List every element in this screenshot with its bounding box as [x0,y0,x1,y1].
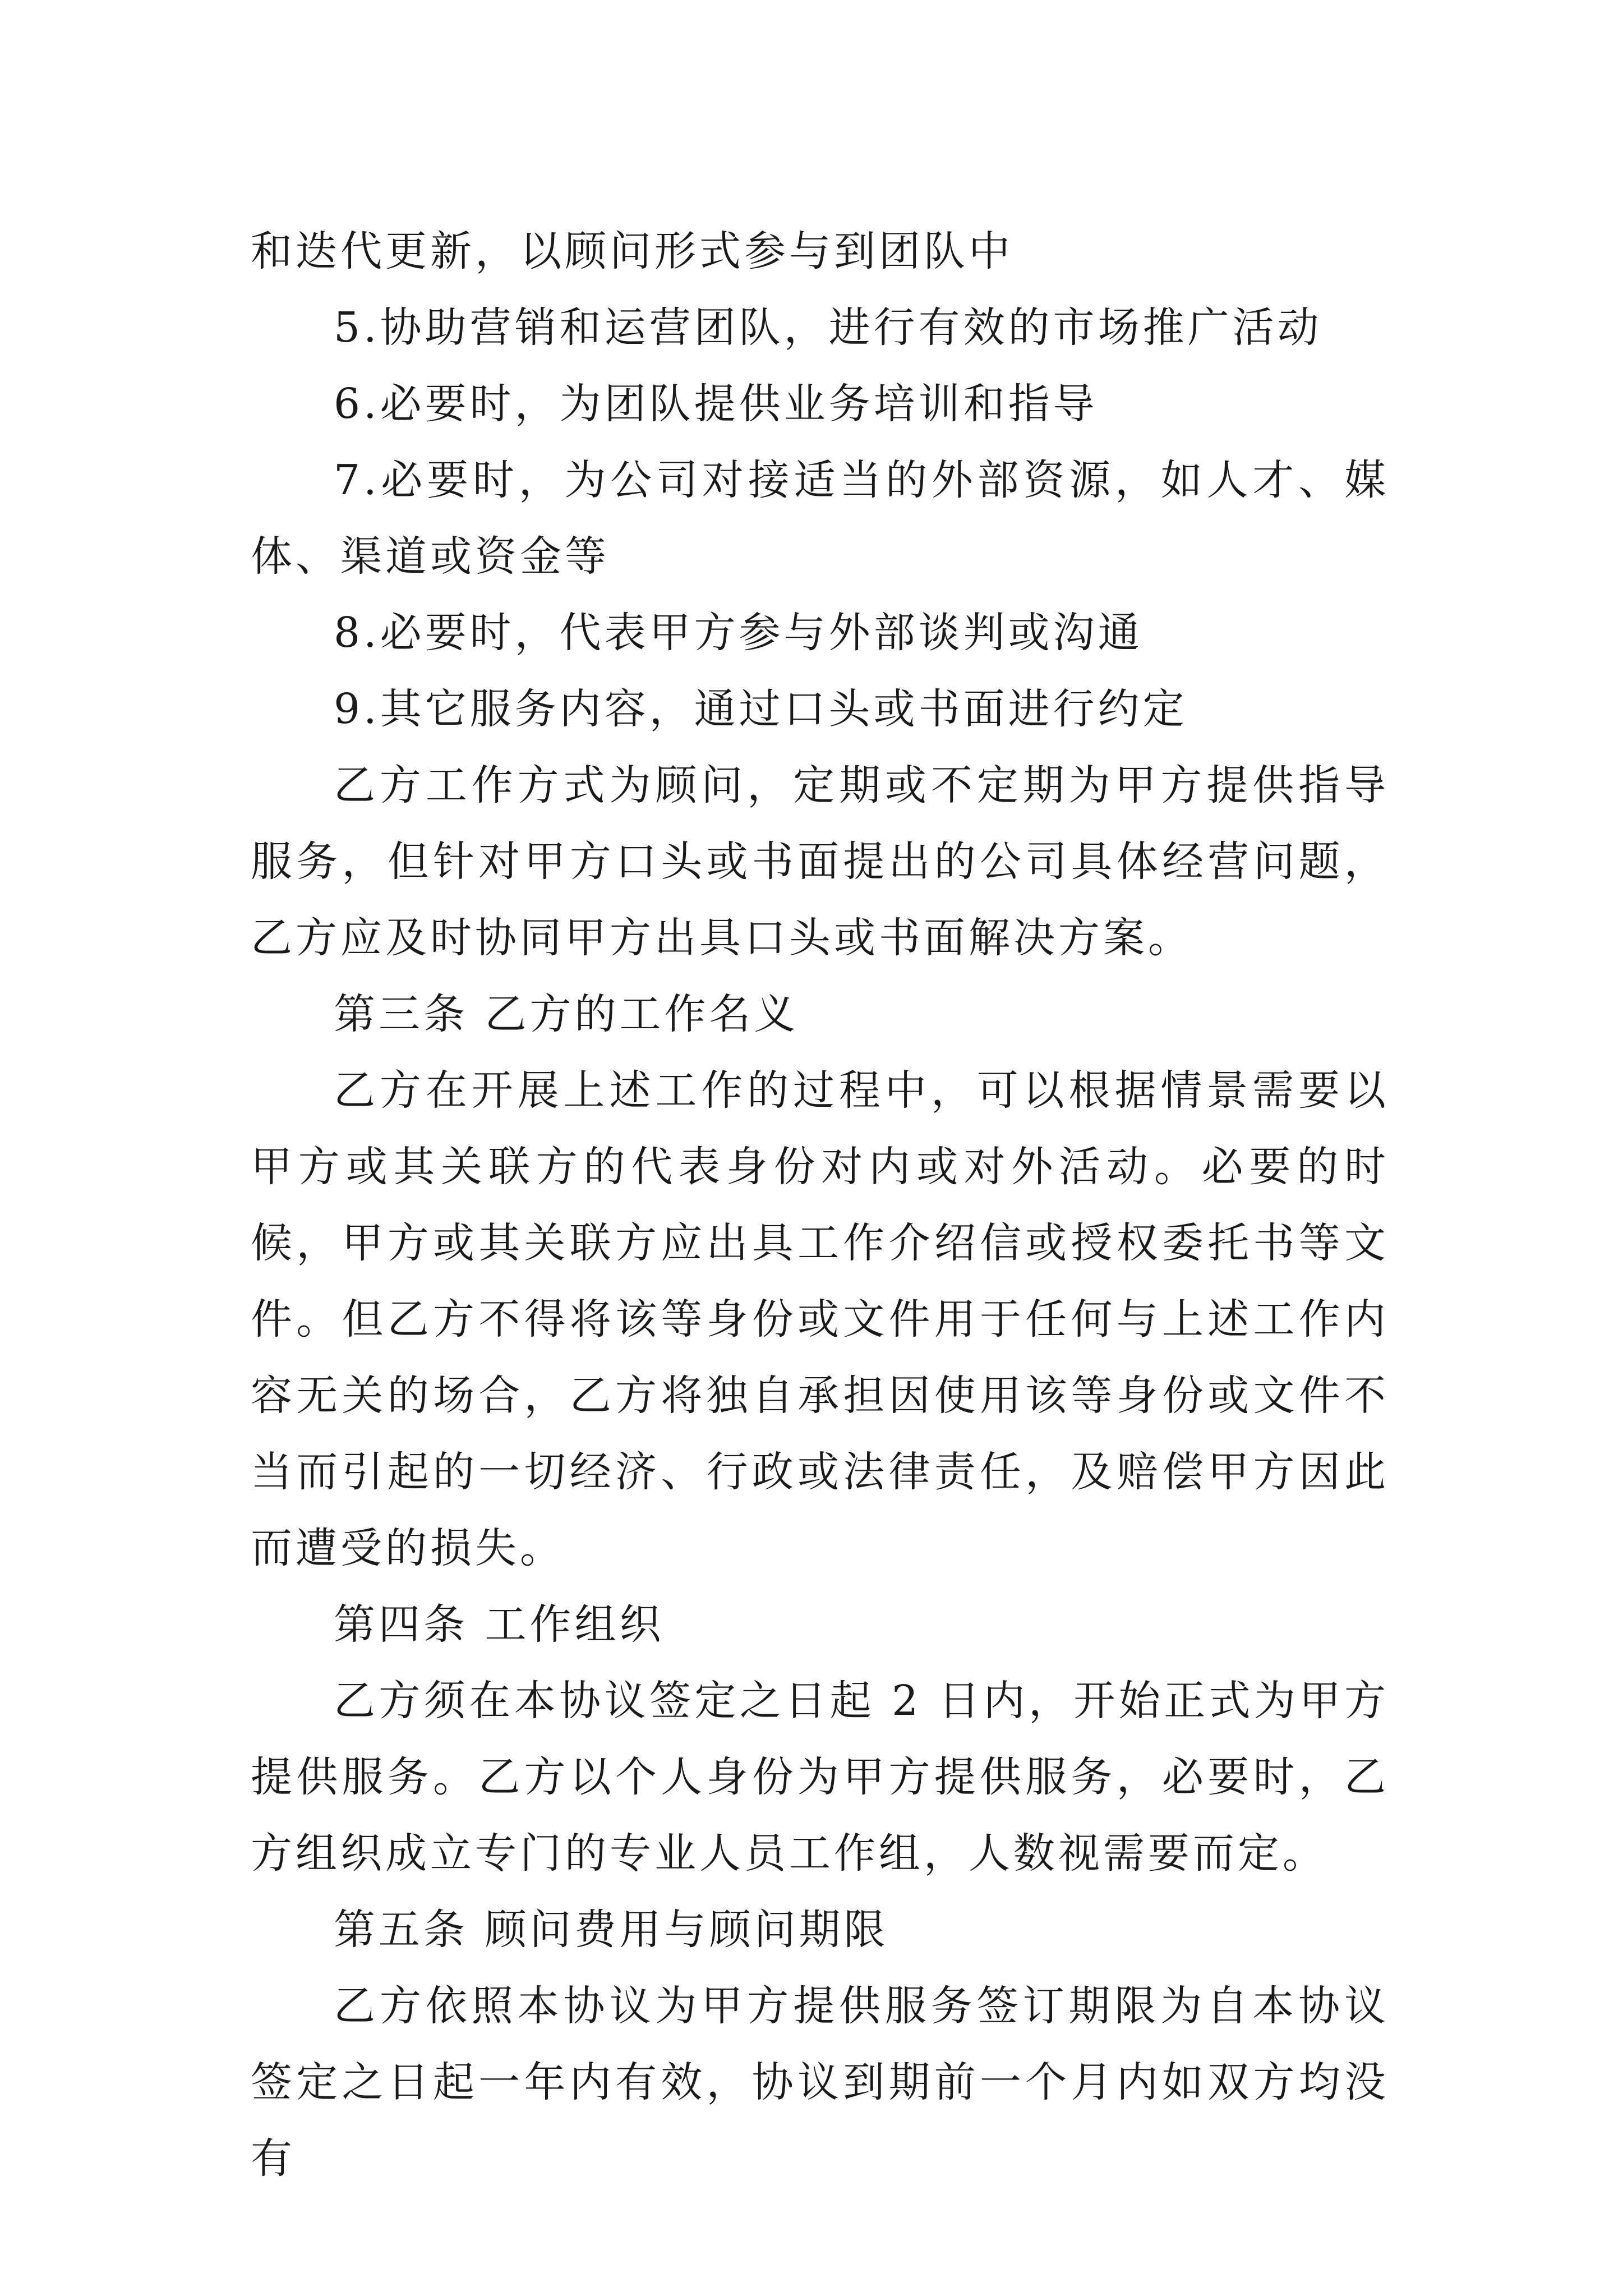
list-item-7: 7.必要时，为公司对接适当的外部资源，如人才、媒体、渠道或资金等 [251,456,1389,581]
list-item-9: 9.其它服务内容，通过口头或书面进行约定 [334,685,1188,733]
document-page [251,213,1389,2197]
list-item-5: 5.协助营销和运营团队，进行有效的市场推广活动 [334,303,1322,352]
paragraph-fee-term: 乙方依照本协议为甲方提供服务签订期限为自本协议签定之日起一年内有效，协议到期前一个月内如双方均没有 [251,1982,1389,2183]
paragraph-continuation: 和迭代更新，以顾问形式参与到团队中 [251,227,1013,275]
list-item-8: 8.必要时，代表甲方参与外部谈判或沟通 [334,609,1143,657]
article-3-heading: 第三条 乙方的工作名义 [334,990,799,1038]
article-5-heading: 第五条 顾问费用与顾问期限 [334,1906,889,1954]
list-item-6: 6.必要时，为团队提供业务培训和指导 [334,380,1098,428]
paragraph-work-mode: 乙方工作方式为顾问，定期或不定期为甲方提供指导服务，但针对甲方口头或书面提出的公司具体经营问题，乙方应及时协同甲方出具口头或书面解决方案。 [251,761,1389,962]
article-4-heading: 第四条 工作组织 [334,1600,665,1649]
paragraph-work-title: 乙方在开展上述工作的过程中，可以根据情景需要以甲方或其关联方的代表身份对内或对外活动。必要的时候，甲方或其关联方应出具工作介绍信或授权委托书等文件。但乙方不得将该等身份或文件用于任何与上述工作内容无关的场合，乙方将独自承担因使用该等身份或文件不当而引起的一切经济、行政或法律责任，及赔偿甲方因此而遭受的损失。 [251,1066,1389,1572]
paragraph-work-organization: 乙方须在本协议签定之日起 2 日内，开始正式为甲方提供服务。乙方以个人身份为甲方提供服务，必要时，乙方组织成立专门的专业人员工作组，人数视需要而定。 [251,1677,1389,1878]
